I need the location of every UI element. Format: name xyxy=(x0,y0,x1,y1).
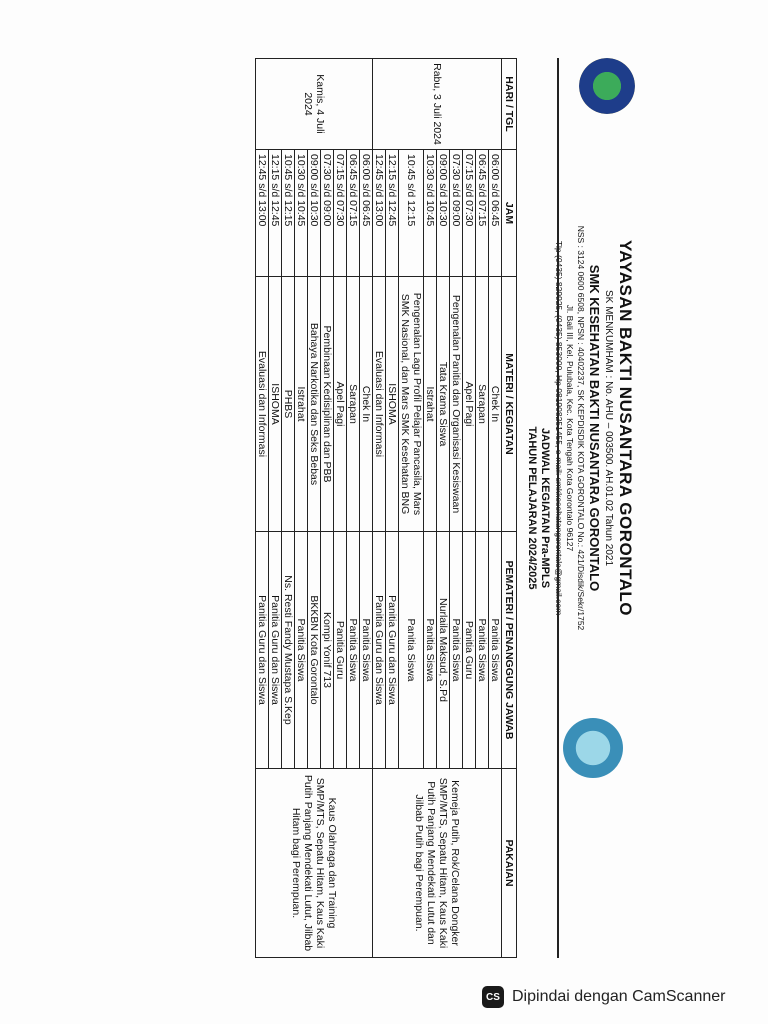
responsible-cell: Panitia Guru xyxy=(334,532,347,769)
activity-cell: Chek In xyxy=(489,277,502,532)
responsible-cell: Panitia Siswa xyxy=(476,532,489,769)
responsible-cell: Panitia Guru dan Siswa xyxy=(256,532,269,769)
time-cell: 09:00 s/d 10:30 xyxy=(308,150,321,277)
camscanner-watermark xyxy=(482,985,725,1009)
school-name: SMK KESEHATAN BAKTI NUSANTARA GORONTALO xyxy=(587,264,602,592)
activity-cell: Apel Pagi xyxy=(463,277,476,532)
time-cell: 12:45 s/d 13:00 xyxy=(373,150,386,277)
responsible-cell: Panitia Siswa xyxy=(489,532,502,769)
time-cell: 06:00 s/d 06:45 xyxy=(360,150,373,277)
responsible-cell: Panitia Siswa xyxy=(347,532,360,769)
title-line-2: TAHUN PELAJARAN 2024/2025 xyxy=(526,426,538,590)
sk-number: SK MENKUMHAM : No. AHU – 003500. AH.01.02 Tahun 2021 xyxy=(603,289,614,567)
responsible-cell: Ns. Resti Fandy Mustapa S.Kep xyxy=(282,532,295,769)
school-address: Jl. Bali III, Kel. Pulubala, Kec. Kota Tengah Kota Gorontalo 96127 xyxy=(565,304,575,552)
responsible-cell: Kompi Yonif 713 xyxy=(321,532,334,769)
camscanner-label: Dipindai dengan CamScanner xyxy=(512,988,726,1005)
activity-cell: Tata Krama Siswa xyxy=(437,277,450,532)
activity-cell: PHBS xyxy=(282,277,295,532)
responsible-cell: Panitia Siswa xyxy=(450,532,463,769)
time-cell: 06:00 s/d 06:45 xyxy=(489,150,502,277)
time-cell: 10:45 s/d 12:15 xyxy=(399,150,424,277)
table-row xyxy=(360,59,373,958)
day-cell: Kamis, 4 Juli 2024 xyxy=(256,59,373,150)
time-cell: 12:15 s/d 12:45 xyxy=(386,150,399,277)
table-header-row xyxy=(502,59,517,958)
letterhead xyxy=(554,128,635,728)
activity-cell: Istrahat xyxy=(295,277,308,532)
responsible-cell: BKKBN Kota Gorontalo xyxy=(308,532,321,769)
responsible-cell: Panitia Siswa xyxy=(424,532,437,769)
activity-cell: ISHOMA xyxy=(269,277,282,532)
activity-cell: Evaluasi dan Informasi xyxy=(373,277,386,532)
time-cell: 06:45 s/d 07:15 xyxy=(347,150,360,277)
time-cell: 12:15 s/d 12:45 xyxy=(269,150,282,277)
table-row xyxy=(489,59,502,958)
day1-rows xyxy=(373,59,502,958)
responsible-cell: Nurlaila Maksud, S.Pd xyxy=(437,532,450,769)
responsible-cell: Panitia Guru dan Siswa xyxy=(373,532,386,769)
responsible-cell: Panitia Guru xyxy=(463,532,476,769)
time-cell: 10:30 s/d 10:45 xyxy=(295,150,308,277)
day-cell: Rabu, 3 Juli 2024 xyxy=(373,59,502,150)
responsible-cell: Panitia Siswa xyxy=(360,532,373,769)
document-title xyxy=(525,308,551,708)
activity-cell: Istrahat xyxy=(424,277,437,532)
schedule-table xyxy=(255,58,517,958)
col-header-activity: MATERI / KEGIATAN xyxy=(502,277,517,532)
foundation-logo xyxy=(579,58,635,114)
time-cell: 10:45 s/d 12:15 xyxy=(282,150,295,277)
header-divider xyxy=(557,58,559,958)
time-cell: 07:30 s/d 09:00 xyxy=(321,150,334,277)
col-header-time: JAM xyxy=(502,150,517,277)
activity-cell: Pembinaan Kedisiplinan dan PBB xyxy=(321,277,334,532)
activity-cell: Pengenalan Panitia dan Organisasi Kesiswaan xyxy=(450,277,463,532)
responsible-cell: Panitia Guru dan Siswa xyxy=(269,532,282,769)
responsible-cell: Panitia Siswa xyxy=(399,532,424,769)
activity-cell: Bahaya Narkotika dan Seks Bebas xyxy=(308,277,321,532)
title-line-1: JADWAL KEGIATAN Pra-MPLS xyxy=(539,427,551,589)
school-contact: Tlp (0435) 829925, (0435) 853000, Hp 081908251455, e-mail: smkkesehatangorontalo@gmail.com xyxy=(554,240,564,616)
time-cell: 12:45 s/d 13:00 xyxy=(256,150,269,277)
time-cell: 07:30 s/d 09:00 xyxy=(450,150,463,277)
activity-cell: Evaluasi dan Informasi xyxy=(256,277,269,532)
time-cell: 06:45 s/d 07:15 xyxy=(476,150,489,277)
foundation-name: YAYASAN BAKTI NUSANTARA GORONTALO xyxy=(616,239,635,617)
time-cell: 07:15 s/d 07:30 xyxy=(463,150,476,277)
responsible-cell: Panitia Guru dan Siswa xyxy=(386,532,399,769)
col-header-responsible: PEMATERI / PENANGGUNG JAWAB xyxy=(502,532,517,769)
col-header-attire: PAKAIAN xyxy=(502,769,517,958)
activity-cell: Pengenalan Lagu Profil Pelajar Pancasila, Mars SMK Nasional, dan Mars SMK Kesehatan BNG xyxy=(399,277,424,532)
activity-cell: Sarapan xyxy=(347,277,360,532)
document-body xyxy=(35,58,635,978)
time-cell: 09:00 s/d 10:30 xyxy=(437,150,450,277)
school-logo xyxy=(563,718,623,778)
attire-cell: Kaus Olahraga dan Training SMP/MTS, Sepatu Hitam, Kaus Kaki Putih Panjang Mendekati Lutut, Jilbab Hitam bagi Perempuan. xyxy=(256,769,373,958)
camscanner-icon: CS xyxy=(482,986,504,1008)
activity-cell: Sarapan xyxy=(476,277,489,532)
time-cell: 10:30 s/d 10:45 xyxy=(424,150,437,277)
attire-cell: Kemeja Putih, Rok/Celana Dongker SMP/MTS, Sepatu Hitam, Kaus Kaki Putih Panjang Mendekati Lutut dan Jilbab Putih bagi Perempuan. xyxy=(373,769,502,958)
col-header-day: HARI / TGL xyxy=(502,59,517,150)
activity-cell: ISHOMA xyxy=(386,277,399,532)
responsible-cell: Panitia Siswa xyxy=(295,532,308,769)
day2-rows xyxy=(256,59,373,958)
activity-cell: Apel Pagi xyxy=(334,277,347,532)
time-cell: 07:15 s/d 07:30 xyxy=(334,150,347,277)
registration-numbers: NSS : 3124 0600 6508, NPSN : 40402237, SK KEPDISDIK KOTA GORONTALO No.: 421/Disdik/Sekr/1752 xyxy=(576,225,586,631)
activity-cell: Chek In xyxy=(360,277,373,532)
